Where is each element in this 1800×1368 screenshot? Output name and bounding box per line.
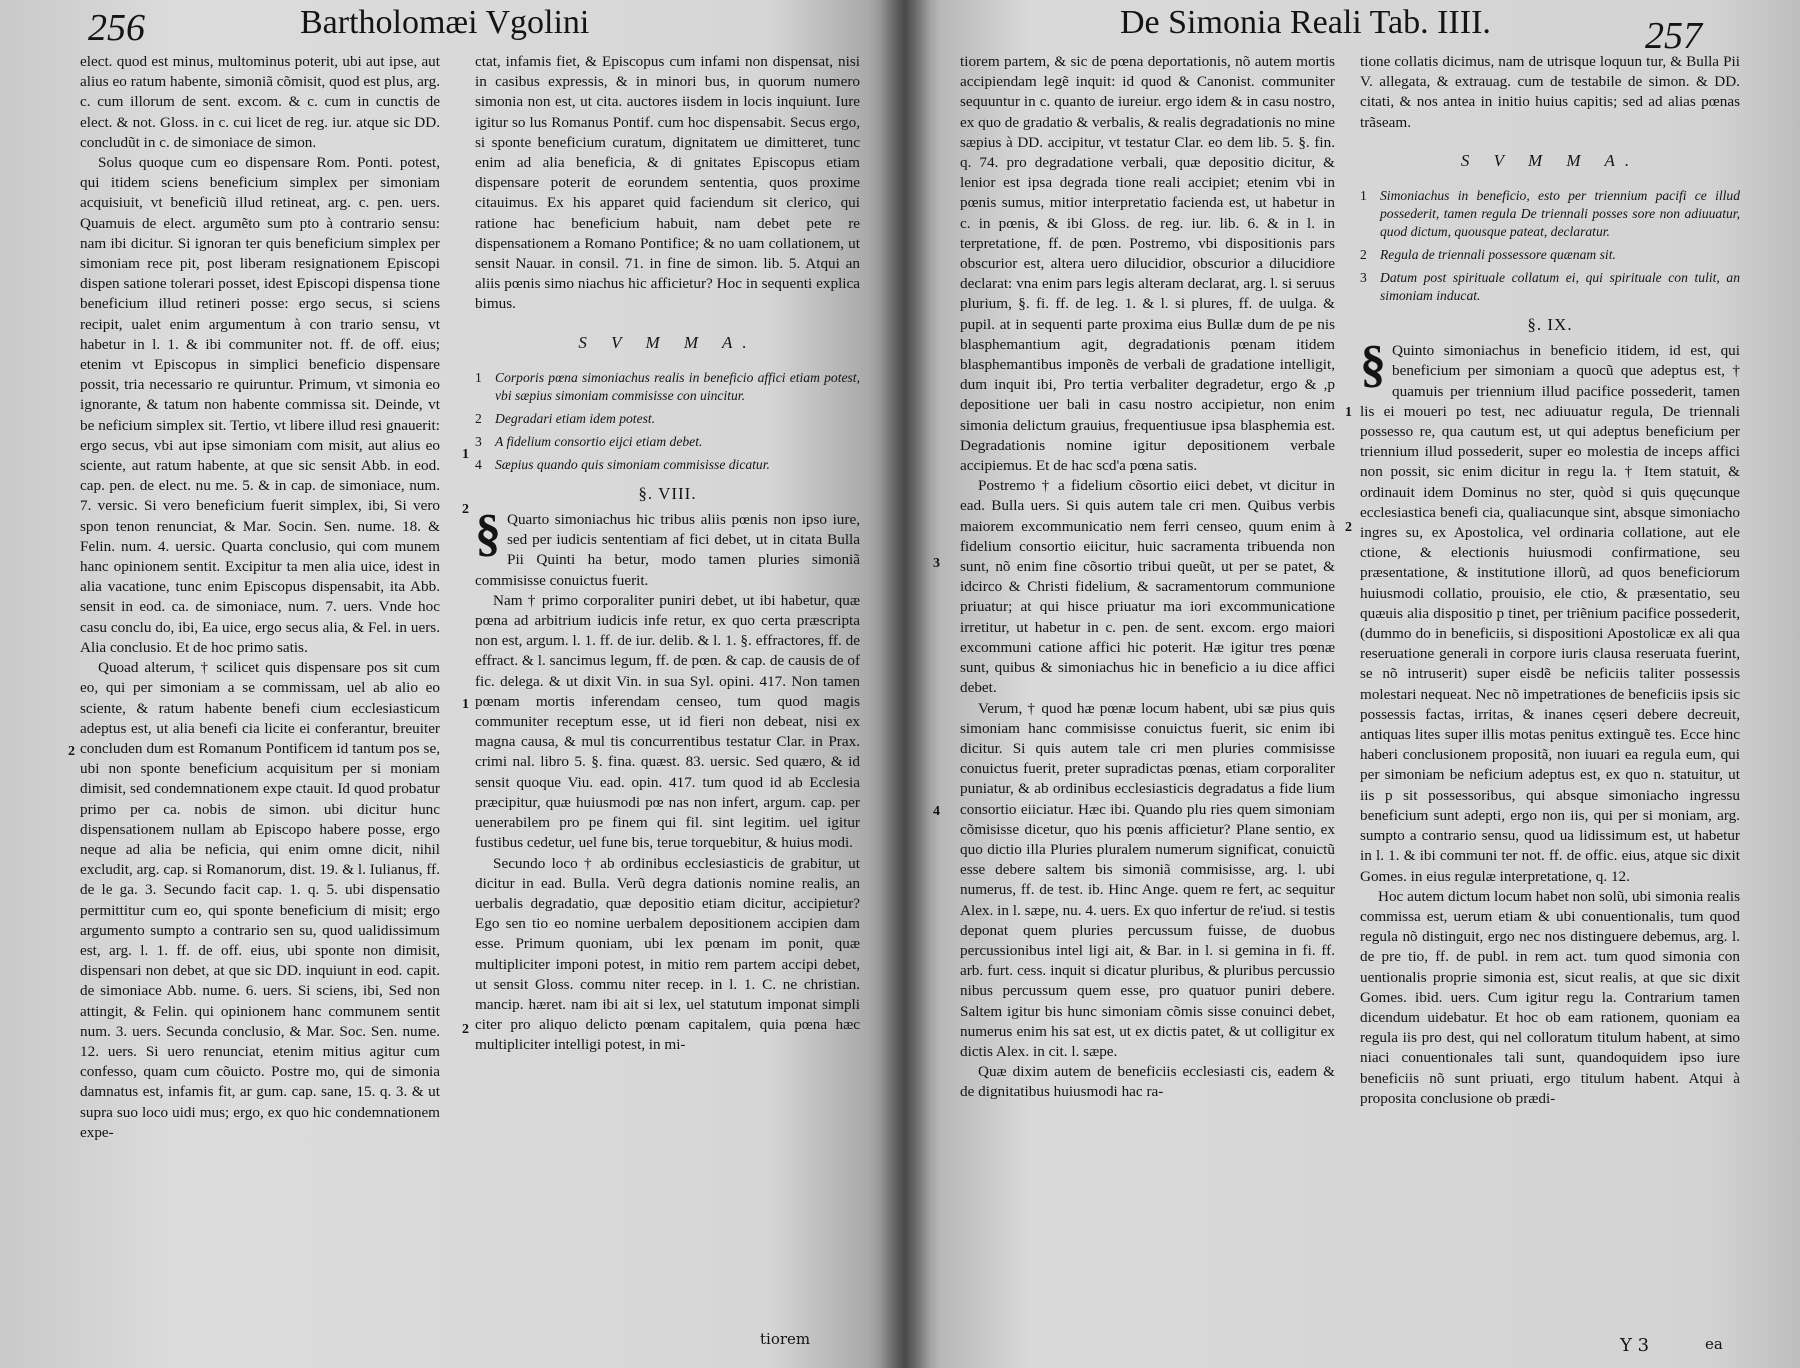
summa-item-number: 4 (475, 456, 482, 472)
summa-list (1360, 187, 1740, 305)
summa-item (1360, 246, 1740, 264)
paragraph: Secundo loco † ab ordinibus ecclesiasticis de grabitur, ut dicitur in ead. Bulla. Verũ degra dationis nomine realis, an uerbalis degradatio, quæ depositio etiam dicitur, accipietur? Ego sen tio eo nomine uerbalem depositionem accipien dam esse. Primum quoniam, ubi lex pœnam im ponit, quæ multipliciter imponi potest, in mitio rem partem accipi debet, ut sensit Gloss. commu niter recep. in l. 1. C. ne christian. mancip. hæret. nam ibi ait si lex, uel statutum imponat simpli citer pro aliquo delicto pœnam capitalem, quia pœna hæc multipliciter intelligi potest, in mi- (475, 854, 860, 1054)
margin-note-number: 1 (462, 697, 469, 712)
summa-list (475, 369, 860, 474)
margin-note-number: 2 (68, 744, 75, 759)
paragraph: ctat, infamis fiet, & Episcopus cum infami non dispensat, nisi in casibus expressis, & in minori bus, in quorum numero simonia non est, ut cita. auctores iisdem in locis inquiunt. Iure igitur so lus Romanus Pontif. cum hoc dispensabit. Secus ergo, si sponte beneficium curatum, dignitatem ue dimitteret, tunc enim ad alia beneficia, & di gnitates Episcopus etiam dispensare poterit de eorundem sententia, quos proxime citauimus. Ex his apparet quid faciendum sit clerico, qui ratione hac beneficium habuit, nam debet pete re dispensationem a Romano Pontifice; & no uam collationem, ut sensit Nauar. in consil. 71. in fine de simon. lib. 5. Atqui an aliis pœnis simo niachus hic afficietur? Hoc in sequenti explica bimus. (475, 53, 860, 313)
summa-heading: S V M M A. (1460, 150, 1640, 170)
summa-item-text: Datum post spirituale collatum ei, qui spirituale con tulit, an simoniam inducat. (1380, 270, 1740, 304)
running-head: De Simonia Reali Tab. IIII. (1120, 4, 1491, 41)
summa-item-number: 2 (1360, 247, 1367, 263)
summa-item-number: 3 (475, 433, 482, 449)
paragraph: Quoad alterum, † scilicet quis dispensare pos sit cum eo, qui per simoniam a se commissam, uel ab alio eo sciente, & ratum habente benefi cium ecclesiasticum adeptus est, ut alia benefi cia licite ei conferantur, breuiter concluden dum est Romanum Pontificem id tantum pos se, ubi non sponte beneficium acquisitum per si moniam dimisit, sed condemnationem expe ctauit. Id quod probatur primo per ca. nobis de simon. ubi dicitur hunc dispensationem nullam ab Episcopo habere posse, ergo neque ad alia be neficia, qui enim omne dicit, nihil excludit, arg. cap. si Romanorum, dist. 19. & l. Iulianus, ff. de le ga. 3. Secundo facit cap. 1. q. 5. ubi dispensatio permittitur cum eo, qui sponte beneficium di misit; ergo argumento sumpto a contrario sen su, quod ualidissimum est, arg. l. 1. ff. de off. eius, ubi sponte non dimisit, dispensari non debet, at que sic DD. inquiunt in eod. capit. de simoniace Abb. nume. 6. uers. Si sciens, ibi, Sed non attingit, & Felin. qui opinionem hanc communem sentit num. 3. uers. Secunda conclusio, & Mar. Soc. Sen. nume. 12. uers. Si uero renunciat, etenim mitius agitur cum confesso, quam cum cõuicto. Postre mo, qui de simonia damnatus est, infamis fit, ar gum. cap. sane, 15. q. 3. & ut supra suo loco uidi mus; ergo, ex quo hic condemnationem expe- (80, 659, 440, 1141)
summa-heading: S V M M A. (578, 332, 757, 352)
right-page-column-1 (960, 52, 1335, 1103)
paragraph: Postremo † a fidelium cõsortio eiici debet, vt dicitur in ead. Bulla uers. Si quis autem tale cri men. Quibus verbis maiorem excommunicatio nem ferri censeo, quum enim à fidelium consortio eiicitur, huic sacramenta tribuenda non sunt, nõ enim fine cõsortio tribui queũt, ut per se patet, & idcirco & Christi fidelium, & sacramentorum communione priuatur; at qui hisce priuatur ma iori excommunicatione irretitur, ut habetur in c. pen. de sent. excom. ergo maiori excommuni catione affici hic poterit. Hæ igitur tres pœnæ sunt, quibus & simoniachus hic in beneficio a iu dice affici debet. (960, 477, 1335, 697)
paragraph: Hoc autem dictum locum habet non solũ, ubi simonia realis commissa est, uerum etiam & ubi conuentionalis, tum quod regula nõ distinguit, ergo nec nos distinguere debemus, arg. l. de pre tio, ff. de publ. in rem act. tum quod simonia con uentionalis proprie simonia est, sicut realis, at que sic dixit Gomes. ibid. uers. Cum igitur regu la. Contrarium tamen dicendum uidebatur. Et hoc ob eam rationem, quoniam ea regula iis pro dest, qui nel colloratum titulum habent, at simo niaci conuentionales tali sunt, quandoquidem ipso iure beneficiis nõ sunt priuati, ergo titulum habent. Atqui à proposita conclusione ob prædi- (1360, 887, 1740, 1107)
summa-item (475, 456, 860, 474)
left-page-column-1 (80, 52, 440, 1143)
catchword: tiorem (760, 1330, 811, 1348)
summa-item-text: Degradari etiam idem potest. (495, 410, 656, 426)
paragraph-text: Quinto simoniachus in beneficio itidem, id est, qui beneficium per simoniam a quocũ que adeptus est, † quamuis per triennium illud pacifice possederit, tamen lis ei moueri po test, nec adiuuatur regula, De triennali possesso re, qua cautum est, ut qui adeptus beneficium per triennium illud possederit, super eo molestia de inceps affici non possit, sic enim dicitur in regu la. † Item statuit, & ordinauit idem Dominus no ster, quòd si quis quęcunque ecclesiastica benefi cia, qualiacunque sint, absque simoniacho ingres su, ex Apostolica, vel ordinaria collatione, aut ele ctione, & electionis huiusmodi confirmatione, seu præsentatione, & institutione illorũ, ad quos beneficiorum huiusmodi collatio, prouisio, ele ctio, & præsentatio, seu quæuis alia dispositio p tinet, per triẽnium pacifice possederit, (dummo do in beneficiis, si dispositioni Apostolicæ ex ali qua reseruatione generali in corpore iuris clausa reseruata fuerint, se nõ intruserit) super eisdẽ be neficiis taliter possessis molestari nequeat. Nec nõ impetrationes de beneficiis ipsis sic possessis factas, irritas, & inanes cęseri debere decreuit, antiquas lites super illis motas penitus extinguẽ tes. Ecce hinc haberi conclusionem propositã, non iuuari ea regula eum, qui per simoniam be neficium adeptus est, ex quo n. statuitur, ut iis p sit possessoribus, qui absque simoniacho ingressu beneficium sunt adepti, ergo non iis, qui per si moniam, arg. sumpto a contrario sensu, quod ua lidissimum est, ut habetur in l. 1. & ibi communi ter not. ff. de offic. eius, atque sic dixit Gomes. in eius regulæ interpretatione, q. 12. (1360, 342, 1740, 885)
section-heading: §. VIII. (638, 483, 697, 503)
drop-cap-ornament: § (475, 505, 501, 563)
catchword: ea (1705, 1335, 1723, 1353)
page-number: 257 (1645, 15, 1702, 57)
paragraph: tione collatis dicimus, nam de utrisque loquun tur, & Bulla Pii V. allegata, & extrauag. cum de testabile de simon. & DD. citati, & nos antea in initio huius capitis; sed ad alias pœnas trãseam. (1360, 53, 1740, 131)
margin-note-number: 2 (1345, 520, 1352, 535)
left-page-column-2 (475, 52, 860, 1056)
summa-item-number: 2 (475, 410, 482, 426)
summa-item (1360, 187, 1740, 241)
summa-item-number: 1 (1360, 188, 1367, 204)
margin-note-number: 4 (933, 804, 940, 819)
margin-note-number: 2 (462, 1022, 469, 1037)
gutter-shadow (880, 0, 930, 1368)
drop-cap-ornament: § (1360, 336, 1386, 394)
paragraph: Verum, † quod hæ pœnæ locum habent, ubi sæ pius quis simoniam hanc commisisse conuictus fuerit, sic enim ibi dicitur. Si quis autem tale cri men pluries commisisse conuictus fuerit, preter supradictas pœnas, etiam corporaliter puniatur, & ab ordinibus ecclesiasticis degradatus a fide lium consortio eiiciatur. Hæc ibi. Quando plu ries quem simoniam cõmisisse dicetur, quo his pœnis afficietur? Plane sentio, ex quo dictio illa Pluries pluralem numerum significat, conuictũ esse debere saltem bis simoniã commisisse, arg. l. ubi numerus, ff. de test. ib. Hinc Ange. quem re fert, ac sequitur Alex. in l. sæpe, nu. 4. uers. Ex quo infertur de re'iud. si testis deponat quem pluries percussum fuisse, de duobus percussionibus intel ligi ait, & Bar. in l. si gemina in fi. ff. arb. furt. cess. inquit si dicatur pluribus, & pluribus percussio nibus percussum quem esse, pro quatuor puniri debere. Saltem igitur bis hunc simoniam cõmis sisse conuinci debet, numerus enim his sat est, ut ex dictis patet, & ut colligitur ex dictis Alex. in cit. l. sæpe. (960, 699, 1335, 1060)
summa-item (475, 410, 860, 428)
paragraph-text: Quarto simoniachus hic tribus aliis pœnis non ipso iure, sed per iudicis sententiam af fici debet, ut in citata Bulla Pii Quinti ha betur, modo tamen pluries simoniã commisisse conuictus fuerit. (475, 511, 860, 589)
summa-item-text: Corporis pœna simoniachus realis in beneficio affici etiam potest, vbi sæpius simoniam commisisse con uincitur. (495, 369, 860, 403)
right-page (905, 0, 1800, 1368)
paragraph: Quæ dixim autem de beneficiis ecclesiasti cis, eadem & de dignitatibus huiusmodi hac ra- (960, 1063, 1335, 1101)
summa-item-number: 1 (475, 369, 482, 385)
signature-mark: Y 3 (1620, 1335, 1650, 1356)
right-page-column-2 (1360, 52, 1740, 1109)
paragraph: Nam † primo corporaliter puniri debet, ut ibi habetur, quæ pœna ad arbitrium iudicis infe retur, ex quo certa præscripta non est, argum. l. 1. ff. de iur. delib. & l. 1. §. effractores, ff. de effract. & l. sancimus legum, ff. de pœn. & cap. de causis de of fic. delega. & ut dixit Vin. in sua Syl. opini. 417. Non tamen pœnam mortis inferendam censeo, tum quod magis communiter receptum esse, ut id fieri non debeat, nisi ex magna causa, & mul tis concurrentibus testatur Clar. in Prax. crimi nal. libro 5. §. fina. quæst. 83. uersic. Sed quæro, & id sensit quoque Viu. ead. opin. 417. tum quod id ab Ecclesia præcipitur, quæ huiusmodi pœ nas non infert, argum. cap. per uenerabilem pro pe finem qui fil. sint legitim. uel igitur fustibus cedetur, uel fune bis, terue torquebitur, & huius modi. (475, 591, 860, 852)
paragraph (475, 505, 860, 591)
summa-item-text: Simoniachus in beneficio, esto per triennium pacifi ce illud possederit, tamen regula De triennali posses sore non adiuuatur, quod dictum, quousque pateat, declaratur. (1380, 188, 1740, 240)
margin-note-number: 2 (462, 502, 469, 517)
summa-item-text: Regula de triennali possessore quænam sit. (1380, 247, 1616, 263)
summa-item (475, 433, 860, 451)
page-number: 256 (88, 7, 145, 49)
summa-item-text: A fidelium consortio eijci etiam debet. (495, 433, 703, 449)
summa-item (475, 369, 860, 405)
paragraph: elect. quod est minus, multominus poterit, ubi aut ipse, aut alius eo ratum habente, simoniã cõmisit, quod est plus, arg. c. cum illorum de sent. excom. & c. cum in cunctis de elect. & not. Gloss. in c. cui licet de reg. iur. atque sic DD. concludũt in c. de simoniace de simon. (80, 53, 440, 151)
margin-note-number: 1 (462, 447, 469, 462)
paragraph: tiorem partem, & sic de pœna deportationis, nõ autem mortis accipiendam legẽ inquit: id quod & Canonist. communiter sequuntur in c. quanto de iureiur. ergo idem & in casu nostro, ex quo de gradatio & verbalis, & realis degradationis no mine sæpius à DD. accipitur, vt testatur Clar. eo dem lib. 5. §. fin. q. 74. pro degradatione verbali, quæ depositio dicitur, & lenior est ipsa degrada tione reali accipiet; etenim vbi in pœnis sumus, mitior interpretatio facienda est, ut habetur in c. in pœnis, & ibi Gloss. de reg. iur. lib. 6. & in l. in terpretatione, ff. de pœn. Postremo, vbi dispositionis pars obscurior est, altera uero dilucidior, obscurior a dilucidiore declarat: vna enim pars legis alteram declarat, arg. l. si seruus plurium, §. fi. ff. de leg. 1. & l. si plures, ff. de uulga. & pupil. at in sequenti parte proxima eius Bullæ dum de pe nis blasphemantium agit, degradationis pœnam itidem blasphemantibus imponẽs de verbali de gradatione intelligit, dum inquit ibi, Pro tertia verbaliter degradetur, ergo & ,p depositione uer bali in casu nostro accipietur, non enim simonia delictum grauius, frequentiusue ipsa blasphemia est. Degradationis nomine igitur depositionem verbale accipiemus. Et de hac scd'a pœna satis. (960, 53, 1335, 475)
margin-note-number: 1 (1345, 405, 1352, 420)
summa-item (1360, 269, 1740, 305)
summa-item-text: Sæpius quando quis simoniam commisisse dicatur. (495, 456, 770, 472)
paragraph (1360, 336, 1740, 886)
paragraph: Solus quoque cum eo dispensare Rom. Ponti. potest, qui itidem sciens beneficium simplex per simoniam acquisiuit, vt beneficiũ illud retineat, arg. c. pen. uers. Quamuis de elect. argumẽto sum pto à contrario sensu: nam ibi dicitur. Si ignoran ter quis beneficium simplex per simoniam rece pit, post liberam resignationem Episcopi dispen satione tolerari posset, idest Episcopi dispensa tione beneficium illud retineri posse: ergo secus, si sciens recipit, ualet enim argumentum à con trario sensu, vt habetur in l. 1. & ibi communiter not. ff. de off. eius; etenim vt Episcopus in simplici beneficio dispensare possit, tria necessario re quiruntur. Primum, vt simonia eo ignorante, & tatum non habente commissa sit. Deinde, vt be neficium simplex sit. Tertio, vt libere illud resi gnauerit: ergo secus, vbi aut ipse simoniam com misit, aut alius eo sciente, aut ratum habente, at que sic sensit Abb. in eod. cap. pen. de elect. nu me. 5. & in cap. de simoniace, num. 7. versic. Si vero beneficium fuerit simplex, ibi, Si vero spon tenon renunciat, & Mar. Socin. Sen. nume. 18. & Felin. num. 4. uersic. Quarta conclusio, qui com munem hanc opinionem sentit. Excipitur ta men alia uice, idest in alia vacatione, tunc enim Episcopus dispensabit, ita Abb. sensit in eod. ca. de simoniace, num. 7. uers. Vnde hoc casu conclu do, ibi, Ea uice, ergo secus alia, & Fel. in uers. Alia conclusio. Et de hoc primo satis. (80, 154, 440, 656)
running-head: Bartholomæi Vgolini (300, 4, 590, 41)
summa-item-number: 3 (1360, 270, 1367, 286)
margin-note-number: 3 (933, 556, 940, 571)
section-heading: §. IX. (1527, 315, 1573, 335)
